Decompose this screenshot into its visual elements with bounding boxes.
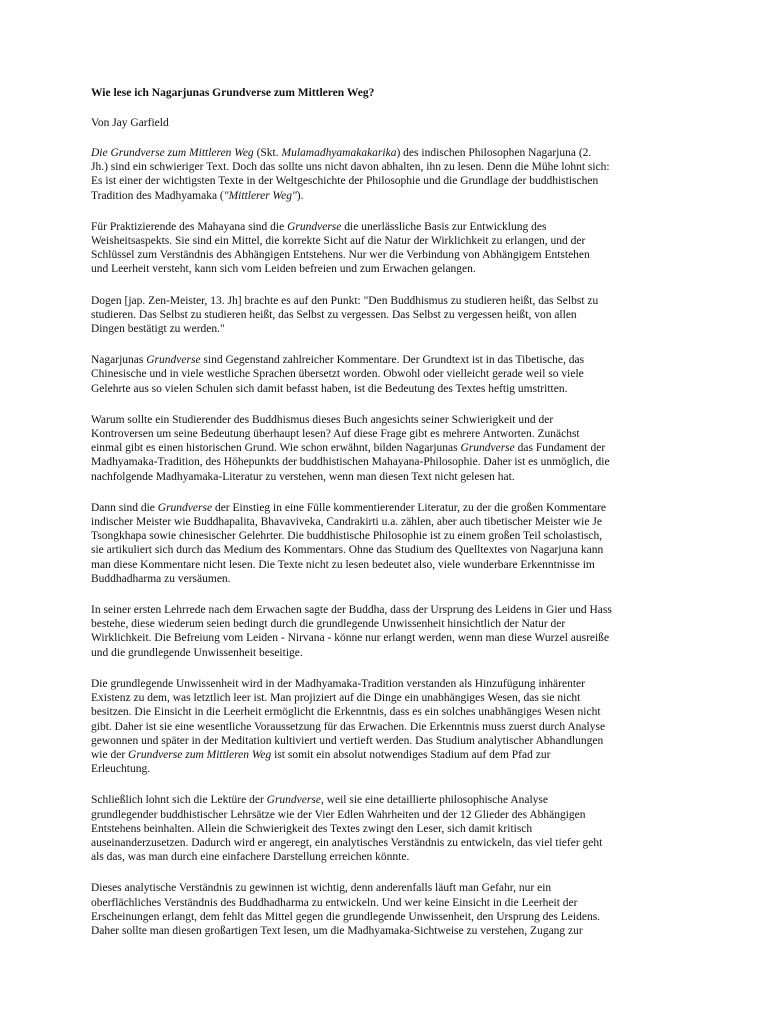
text-line: einmal gibt es einen historischen Grund. Wie schon erwähnt, bilden Nagarjunas Grundverse das Fundament der <box>91 442 606 455</box>
text-line: Die grundlegende Unwissenheit wird in der Madhyamaka-Tradition verstanden als Hinzufügung inhärenter <box>91 677 585 690</box>
italic-text: Mulamadhyamakakarika <box>281 147 397 159</box>
text-line: grundlegender buddhistischer Lehrsätze wie der Vier Edlen Wahrheiten und der 12 Glieder des Abhängigen <box>91 808 586 821</box>
text-line: Wirklichkeit. Die Befreiung vom Leiden - Nirvana - könne nur erlangt werden, wenn man diese Wurzel ausreiße <box>91 632 610 645</box>
italic-text: Grundverse <box>287 220 342 233</box>
text-line: Warum sollte ein Studierender des Buddhismus dieses Buch angesichts seiner Schwierigkeit und der <box>91 413 554 426</box>
text-line: Schlüssel zum Verständnis des Abhängigen Entstehens. Nur wer die Verbindung von Abhängigem Entstehen <box>91 249 590 262</box>
text-line: Chinesische und in viele westliche Sprachen übersetzt worden. Obwohl oder vielleicht gerade weil so viele <box>91 368 584 381</box>
text-line: Buddhadharma zu versäumen. <box>91 572 231 585</box>
italic-text: Grundverse <box>266 794 321 807</box>
text-line: Für Praktizierende des Mahayana sind die Grundverse die unerlässliche Basis zur Entwicklung des <box>91 220 547 233</box>
text-line: Weisheitsaspekts. Sie sind ein Mittel, die korrekte Sicht auf die Natur der Wirklichkeit zu erlangen, und der <box>91 235 586 248</box>
text-line: besitzen. Die Einsicht in die Leerheit ermöglicht die Erkenntnis, dass es ein solches unabhängiges Wesen nicht <box>91 706 601 719</box>
text-line: indischer Meister wie Buddhapalita, Bhavaviveka, Candrakirti u.a. zählen, aber auch tibetischer Meister wie Je <box>91 516 602 529</box>
text-line: Existenz zu dem, was letztlich leer ist. Man projiziert auf die Dinge ein unabhängiges Wesen, das sie nicht <box>91 692 581 705</box>
document-title: Wie lese ich Nagarjunas Grundverse zum Mittleren Weg? <box>91 87 375 99</box>
italic-text: Grundverse <box>157 501 213 514</box>
text-line: und die grundlegende Unwissenheit beseitige. <box>91 646 303 659</box>
text-line: bestehe, diese wiederum seien bedingt durch die grundlegende Unwissenheit hinsichtlich der Natur der <box>91 618 566 631</box>
text-line: Erscheinungen erlangt, dem fehlt das Mittel gegen die grundlegende Unwissenheit, den Ursprung des Leidens. <box>91 910 601 923</box>
text-line: oberflächliches Verständnis des Buddhadharma zu entwickeln. Und wer keine Einsicht in die Leerheit der <box>91 896 578 909</box>
paragraph <box>91 603 691 660</box>
text-line: als das, was man durch eine einfachere Darstellung erreichen könnte. <box>91 851 410 864</box>
text-line: sie artikuliert sich durch das Medium des Kommentars. Ohne das Studium des Quelltextes von Nagarjuna kann <box>91 544 604 557</box>
text-line: Dingen bestätigt zu werden." <box>91 323 225 336</box>
paragraph <box>91 294 691 337</box>
text-line: gewonnen und später in der Meditation kultiviert und vertieft werden. Das Studium analytischer Abhandlungen <box>91 734 604 747</box>
text-line: Tsongkhapa sowie chinesischer Gelehrter. Die buddhistische Philosophie ist zu einem großen Teil scholastisch, <box>91 530 603 543</box>
paragraph <box>91 220 691 277</box>
italic-text: Die Grundverse zum Mittleren Weg <box>91 147 254 159</box>
text-line: Kontroversen um seine Bedeutung überhaupt lesen? Auf diese Frage gibt es mehrere Antworten. Zunächst <box>91 428 580 441</box>
italic-text: "Mittlerer Weg" <box>223 189 297 202</box>
text-line: Schließlich lohnt sich die Lektüre der Grundverse, weil sie eine detaillierte philosophische Analyse <box>91 794 549 807</box>
text-line: Dieses analytische Verständnis zu gewinnen ist wichtig, denn anderenfalls läuft man Gefahr, nur ein <box>91 882 552 895</box>
paragraph <box>91 677 691 776</box>
paragraph <box>91 353 691 396</box>
paragraph <box>91 146 691 203</box>
text-line: man diese Kommentare nicht lesen. Die Texte nicht zu lesen bedeutet also, viele wunderbare Erkenntnisse im <box>91 558 595 571</box>
text-line: Erleuchtung. <box>91 763 151 776</box>
paragraph <box>91 881 691 938</box>
italic-text: Grundverse zum Mittleren Weg <box>128 748 272 761</box>
paragraph <box>91 793 691 864</box>
text-line: Daher sollte man diesen großartigen Text lesen, um die Madhyamaka-Sichtweise zu verstehen, Zugang zur <box>91 924 583 937</box>
document-body <box>91 146 691 938</box>
text-line: nachfolgende Madhyamaka-Literatur zu verstehen, wenn man diesen Text nicht gelesen hat. <box>91 470 515 483</box>
text-line: Entstehens beinhalten. Allein die Schwierigkeit des Textes zwingt den Leser, sich damit kritisch <box>91 822 533 835</box>
text-line: In seiner ersten Lehrrede nach dem Erwachen sagte der Buddha, dass der Ursprung des Leidens in Gier und Hass <box>91 604 612 617</box>
text-line: Jh.) sind ein schwieriger Text. Doch das sollte uns nicht davon abhalten, ihn zu lesen. Denn die Mühe lohnt sich: <box>91 161 610 174</box>
text-line: Madhyamaka-Tradition, des Höhepunkts der buddhistischen Mahayana-Philosophie. Daher ist es unmöglich, die <box>91 456 610 469</box>
text-line: studieren. Das Selbst zu studieren heißt, das Selbst zu vergessen. Das Selbst zu vergessen heißt, von allen <box>91 308 577 321</box>
text-line: Nagarjunas Grundverse sind Gegenstand zahlreicher Kommentare. Der Grundtext ist in das Tibetische, das <box>91 354 585 367</box>
text-line: und Leerheit versteht, kann sich vom Leiden befreien und zum Erwachen gelangen. <box>91 263 476 276</box>
text-line: Dogen [jap. Zen-Meister, 13. Jh] brachte es auf den Punkt: "Den Buddhismus zu studieren heißt, das Selbst zu <box>91 294 599 307</box>
paragraph <box>91 413 691 484</box>
document-page <box>91 86 691 955</box>
text-line: Gelehrte aus so vielen Schulen sich damit befasst haben, ist die Bedeutung des Textes heftig umstritten. <box>91 382 568 395</box>
text-line: auseinanderzusetzen. Dadurch wird er angeregt, ein analytisches Verständnis zu entwickeln, das viel tiefer geht <box>91 836 603 849</box>
paragraph <box>91 501 691 586</box>
text-line: gibt. Daher ist sie eine wesentliche Voraussetzung für das Erwachen. Die Erkenntnis muss zuerst durch Analyse <box>91 720 606 733</box>
text-line: wie der Grundverse zum Mittleren Weg ist somit ein absolut notwendiges Stadium auf dem Pfad zur <box>91 748 551 761</box>
italic-text: Grundverse <box>146 354 201 367</box>
text-line: Es ist einer der wichtigsten Texte in der Weltgeschichte der Philosophie und die Grundlage der buddhistischen <box>91 175 599 188</box>
text-line: Dann sind die Grundverse der Einstieg in eine Fülle kommentierender Literatur, zu der die großen Kommentare <box>91 501 606 514</box>
text-line: Tradition des Madhyamaka ("Mittlerer Weg"). <box>91 189 304 202</box>
text-line: Die Grundverse zum Mittleren Weg (Skt. Mulamadhyamakakarika) des indischen Philosophen Nagarjuna (2. <box>91 147 592 159</box>
document-author: Von Jay Garfield <box>91 117 169 129</box>
italic-text: Grundverse <box>460 442 515 455</box>
